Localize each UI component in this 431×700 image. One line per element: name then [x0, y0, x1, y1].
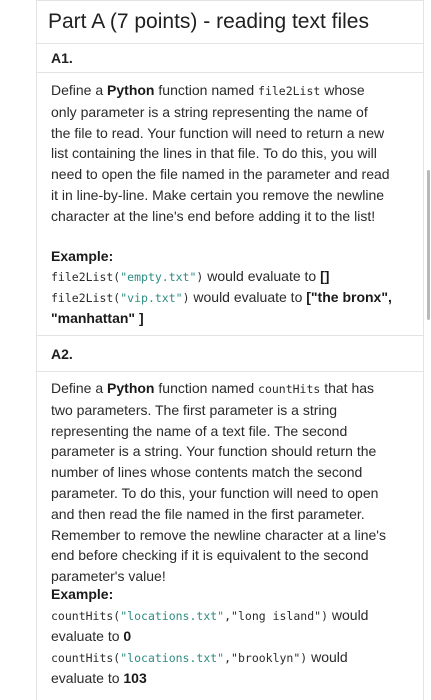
a2-example-label: Example: — [51, 586, 114, 602]
right-border — [423, 0, 424, 700]
a1-example-label: Example: — [51, 248, 114, 264]
title-divider — [36, 43, 424, 44]
a2-description: Define a Python function named countHits that has two parameters. The first parameter is a string representing the name of a text file. The second parameter is a string. Your function should return the number of lines whose contents match the second parameter. To do this, your function will need to open and then read the file named in the first parameter. Remember to remove the newline character at a line's end before checking if it is equivalent to the second parameter's value! — [51, 380, 386, 585]
top-border — [36, 0, 424, 1]
a2-example-2: countHits("locations.txt","brooklyn") would — [51, 649, 348, 665]
a2-divider — [36, 371, 424, 372]
a1-example-2: file2List("vip.txt") would evaluate to ["the bronx", — [51, 289, 392, 305]
a2-example-1-result: evaluate to 0 — [51, 628, 132, 644]
section-divider — [36, 335, 424, 336]
a1-description: Define a Python function named file2List whose only parameter is a string representing the name of the file to read. Your function will need to return a new list containing the lines in that file. To do this, you will need to open the file named in the parameter and read it in line-by-line. Make certain you remove the newline character at the line's end before adding it to the list! — [51, 82, 390, 224]
scrollbar-thumb[interactable] — [427, 170, 430, 320]
a1-example-1: file2List("empty.txt") would evaluate to [] — [51, 268, 330, 284]
a1-divider — [36, 72, 424, 73]
a1-example-2-result-cont: "manhattan" ] — [51, 310, 144, 326]
section-a2-label: A2. — [51, 346, 73, 362]
a1-function-name: file2List — [258, 84, 321, 98]
left-border — [36, 0, 37, 700]
a2-example-1: countHits("locations.txt","long island") would — [51, 607, 369, 623]
page-title: Part A (7 points) - reading text files — [48, 10, 369, 33]
section-a1-label: A1. — [51, 50, 73, 66]
a2-example-2-result: evaluate to 103 — [51, 670, 147, 686]
a2-function-name: countHits — [258, 382, 321, 396]
